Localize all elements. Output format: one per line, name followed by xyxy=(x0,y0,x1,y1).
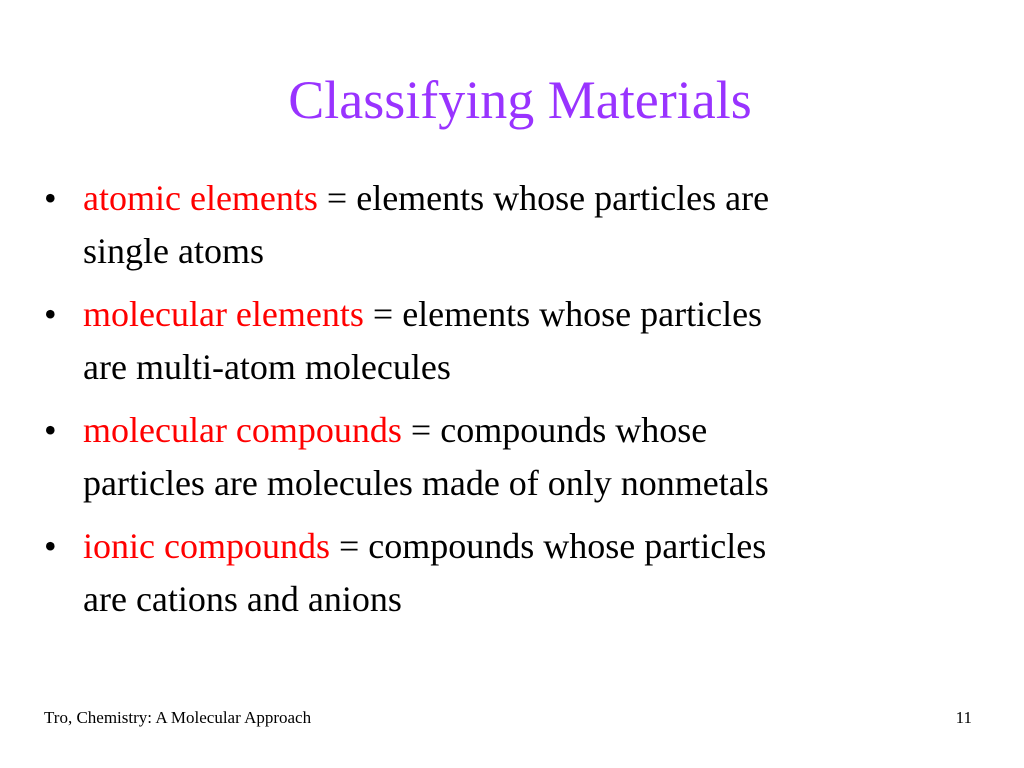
term-label: molecular compounds xyxy=(83,410,402,450)
bullet-dot-icon: • xyxy=(44,526,57,566)
term-label: molecular elements xyxy=(83,294,364,334)
bullet-dot-icon: • xyxy=(44,294,57,334)
bullet-molecular-elements xyxy=(44,288,804,394)
definition-text: = compounds whose particles are molecules made of only nonmetals xyxy=(83,410,769,503)
bullet-ionic-compounds xyxy=(44,520,804,626)
definition-text: = elements whose particles are single atoms xyxy=(83,178,770,271)
bullet-dot-icon: • xyxy=(44,178,57,218)
term-label: atomic elements xyxy=(83,178,318,218)
page-number: 11 xyxy=(955,708,972,727)
bullet-dot-icon: • xyxy=(44,410,57,450)
bullet-atomic-elements xyxy=(44,172,804,278)
term-label: ionic compounds xyxy=(83,526,330,566)
definition-text: = compounds whose particles are cations and anions xyxy=(83,526,767,619)
bullet-molecular-compounds xyxy=(44,404,804,510)
slide-title: Classifying Materials xyxy=(288,70,752,130)
definition-text: = elements whose particles are multi-atom molecules xyxy=(83,294,763,387)
bullet-list xyxy=(44,172,804,636)
footer-source: Tro, Chemistry: A Molecular Approach xyxy=(44,708,312,727)
